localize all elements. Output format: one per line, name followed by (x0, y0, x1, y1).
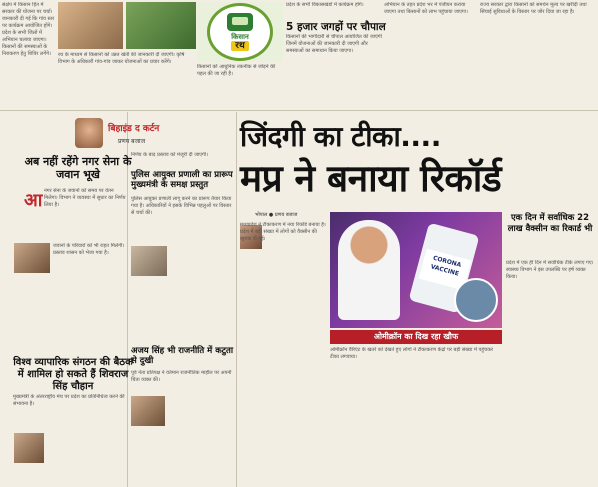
headline: 5 हजार जगहों पर चौपाल (286, 21, 386, 33)
vaccine-photo (330, 212, 502, 328)
byline: भोपाल ● प्रणय बजाज (255, 212, 298, 218)
article-text: ओमीक्रॉन वैरिएंट के खतरे को देखते हुए लोगों ने टीकाकरण केंद्रों पर बड़ी संख्या में पहुंचकर टीका लगवाया। (330, 347, 494, 360)
kisan-rath-logo (197, 2, 283, 62)
headline: अजय सिंह भी राजनीति में कटुता से दुखी (131, 346, 234, 366)
person-photo (338, 220, 400, 320)
article-text: पूर्व नेता प्रतिपक्ष ने वर्तमान राजनीतिक माहौल पर अपनी चिंता व्यक्त की। (131, 370, 232, 383)
article-text: जवानों के परिवारों को भी राहत मिलेगी। प्रस्ताव शासन को भेजा गया है। (53, 243, 125, 256)
article-text: प्रदेश के सभी विकासखंडों में कार्यक्रम होंगे। (286, 2, 364, 8)
article-text: निर्णय के बाद प्रस्ताव को मंजूरी दी जाएगी। (131, 152, 208, 158)
inset-photo (454, 278, 498, 322)
headline: पुलिस आयुक्त प्रणाली का प्रारूप मुख्यमंत्री के समक्ष प्रस्तुत (131, 170, 233, 190)
article-text: नगर सेना के जवानों को समय पर वेतन मिलेगा। विभाग ने व्यवस्था में सुधार का निर्णय लिया है। (44, 188, 126, 208)
vaccine-label: CORONA VACCINE (419, 249, 471, 291)
article-text: किसानों की भागीदारी से चौपाल आयोजित की जाएंगी जिनमें योजनाओं की जानकारी दी जाएगी और समस्याओं का समाधान किया जाएगा। (286, 34, 382, 54)
news-photo (126, 2, 196, 49)
headline: एक दिन में सर्वाधिक 22 लाख वैक्सीन का रिकार्ड भी (507, 213, 593, 234)
article-text: प्रदेश में एक ही दिन में सर्वाधिक टीके लगाए गए। स्वास्थ्य विभाग ने इस उपलब्धि पर हर्ष व्यक्त किया। (506, 260, 594, 280)
article-text: संक्षेप में किसान हित में सरकार की योजना पर चर्चा। जानकारी दी गई कि गांव स्तर पर कार्यक्रम आयोजित होंगे। प्रदेश के सभी जिलों में अभियान चलाया जाएगा। किसानों की समस्याओं के निराकरण हेतु शिविर लगेंगे। (2, 2, 55, 57)
headline: अब नहीं रहेंगे नगर सेना के जवान भूखे (24, 155, 132, 181)
article-text: किसानों को आधुनिक तकनीक से जोड़ने की पहल की जा रही है। (197, 64, 276, 77)
news-photo (58, 2, 123, 49)
column-title: बिहाइंड द कर्टन (108, 124, 160, 134)
article-text: पुलिस आयुक्त प्रणाली लागू करने का प्रारूप तैयार किया गया है। अधिकारियों ने इसके विभिन्न पहलुओं पर विस्तार से चर्चा की। (131, 196, 232, 216)
headline: विश्व व्यापारिक संगठन की बैठक में शामिल हो सकते हैं शिवराज सिंह चौहान (13, 357, 133, 392)
main-headline-line2: मप्र ने बनाया रिकॉर्ड (240, 157, 502, 200)
article-text: अभियान के तहत प्रदेश भर में पंजीयन कराया जाएगा तथा किसानों को लाभ पहुंचाया जाएगा। (384, 2, 468, 15)
main-headline-line1: जिंदगी का टीका.... (240, 120, 441, 153)
news-photo (131, 246, 167, 276)
logo-text: किसान (231, 33, 249, 41)
column-divider (236, 112, 237, 487)
article-text: राज्य सरकार द्वारा किसानों को समर्थन मूल्य पर खरीदी तथा सिंचाई सुविधाओं के विस्तार पर जोर दिया जा रहा है। (480, 2, 587, 15)
column-author: प्रणय बजाज (118, 138, 146, 145)
author-photo (75, 118, 103, 148)
article-text: रथ के माध्यम से किसानों को उन्नत खेती की जानकारी दी जाएगी। कृषि विभाग के अधिकारी गांव-गांव जाकर योजनाओं का प्रचार करेंगे। (58, 52, 185, 65)
section-divider (0, 110, 598, 111)
logo-text: रथ (231, 41, 248, 51)
dropcap: आ (24, 190, 43, 211)
tractor-icon (227, 13, 253, 31)
article-text: मुख्यमंत्री के अंतरराष्ट्रीय मंच पर प्रदेश का प्रतिनिधित्व करने की संभावना है। (13, 394, 125, 407)
photo-caption-bar: ओमीक्रॉन का दिख रहा खौफ (330, 330, 502, 344)
article-text: मध्यप्रदेश ने टीकाकरण में नया रिकॉर्ड बनाया है। प्रदेश में बड़ी संख्या में लोगों को वैक्सीन की खुराक दी गई। (240, 222, 326, 242)
